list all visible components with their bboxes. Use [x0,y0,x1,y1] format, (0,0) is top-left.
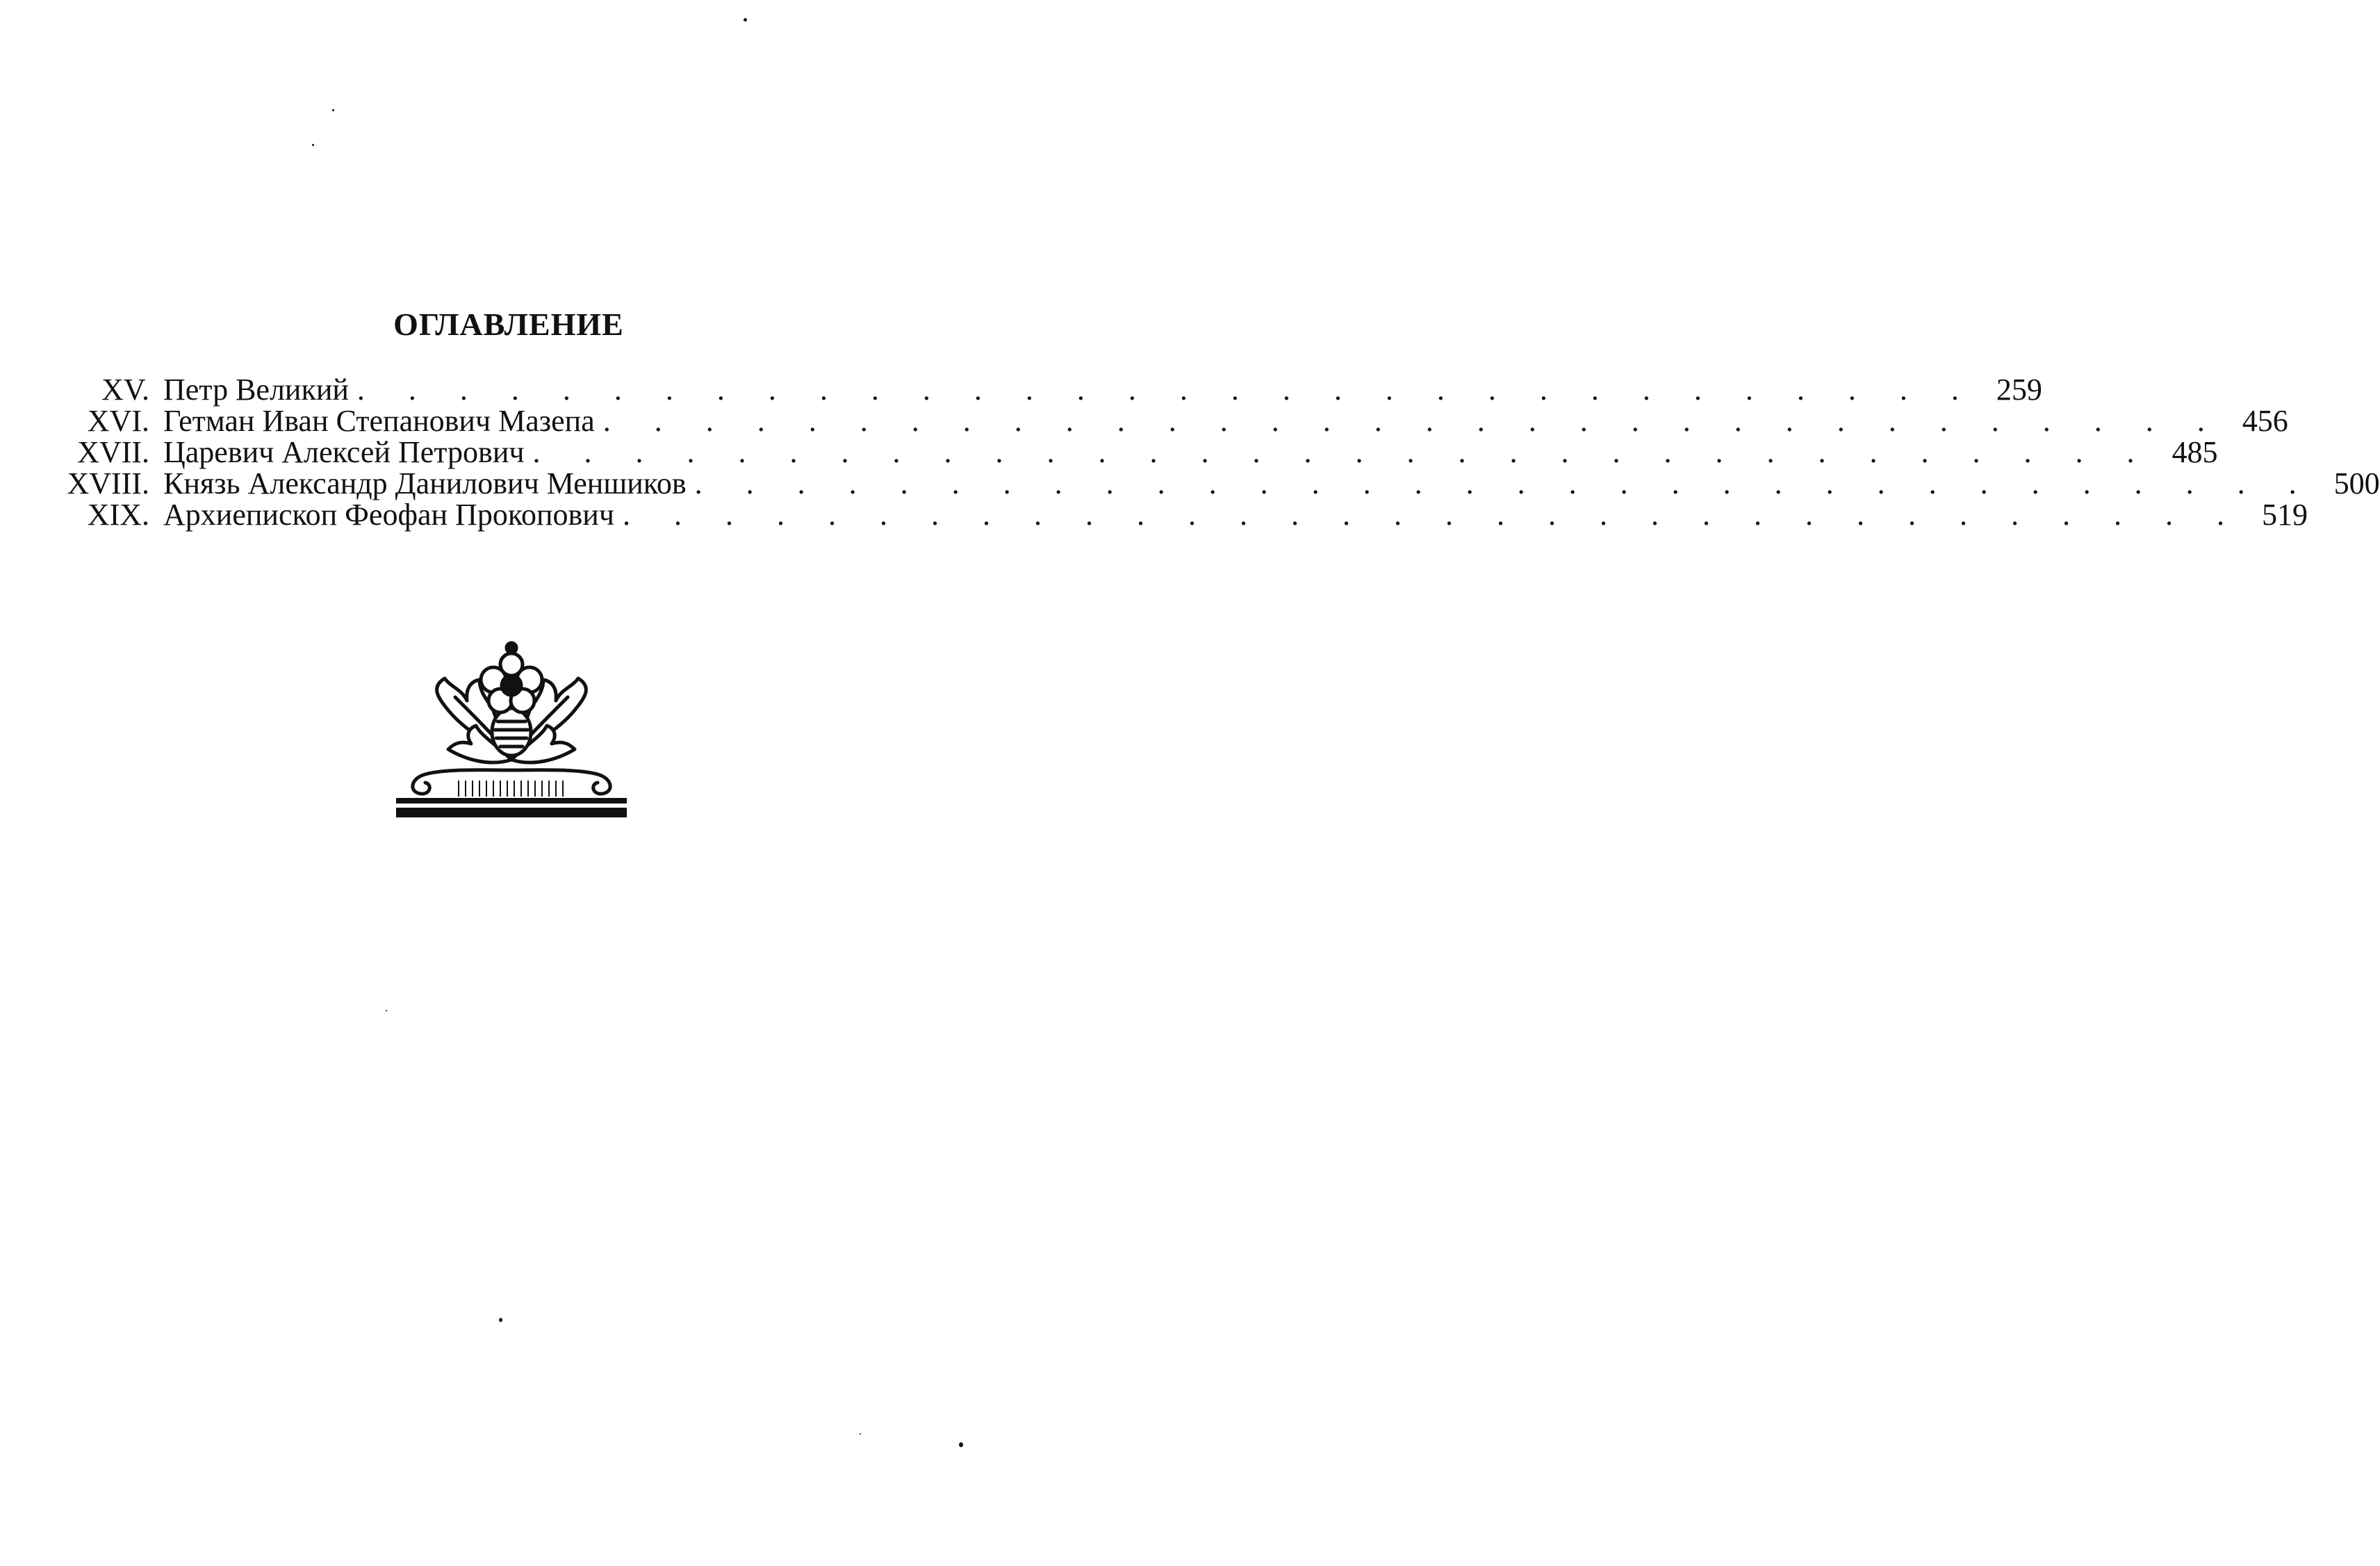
toc-chapter-title: Гетман Иван Степанович Мазепа [163,404,595,438]
toc-row[interactable] [42,435,2218,469]
toc-dot-leader: . . . . . . . . . . . . . . . . . . . . . . . . . . . . . . . . [622,498,2242,532]
toc-dot-leader: . . . . . . . . . . . . . . . . . . . . . . . . . . . . . . . . [532,435,2153,469]
toc-dot-leader: . . . . . . . . . . . . . . . . . . . . . . . . . . . . . . . . [356,373,1977,407]
floral-ornament-icon [396,638,627,820]
toc-chapter-number: XV. [101,373,149,407]
toc-entry [163,498,2308,532]
toc-entry [163,435,2218,469]
toc-chapter-number: XVII. [77,435,149,469]
toc-dot-leader: . . . . . . . . . . . . . . . . . . . . . . . . . . . . . . . . [694,466,2315,500]
scan-speck [860,1433,861,1435]
toc-page-number: 500 [2333,466,2380,500]
toc-chapter-number: XVI. [87,404,149,438]
toc-chapter-title: Царевич Алексей Петрович [163,435,525,469]
toc-entry [163,373,2042,407]
toc-entry [163,466,2380,500]
scan-speck [386,1010,387,1011]
toc-chapter-title: Петр Великий [163,373,349,407]
toc-page-number: 519 [2261,498,2308,532]
toc-chapter-title: Архиепископ Феофан Прокопович [163,498,614,532]
scan-speck [959,1442,963,1447]
toc-row[interactable] [42,404,2288,438]
toc-chapter-number: XIX. [87,498,149,532]
toc-row[interactable] [42,466,2380,500]
toc-row[interactable] [42,498,2308,532]
toc-dot-leader: . . . . . . . . . . . . . . . . . . . . . . . . . . . . . . . . [602,404,2223,438]
toc-chapter-title: Князь Александр Данилович Меншиков [163,466,687,500]
page-title: ОГЛАВЛЕНИЕ [393,307,624,342]
scan-speck [744,18,747,22]
table-of-contents [42,373,2380,532]
toc-chapter-number: XVIII. [67,466,149,500]
scan-speck [499,1318,502,1322]
scan-speck [312,144,314,146]
scan-speck [332,109,334,111]
toc-page-number: 456 [2242,404,2288,438]
toc-page-number: 485 [2172,435,2218,469]
toc-entry [163,404,2288,438]
toc-page-number: 259 [1996,373,2042,407]
toc-row[interactable] [42,373,2042,407]
